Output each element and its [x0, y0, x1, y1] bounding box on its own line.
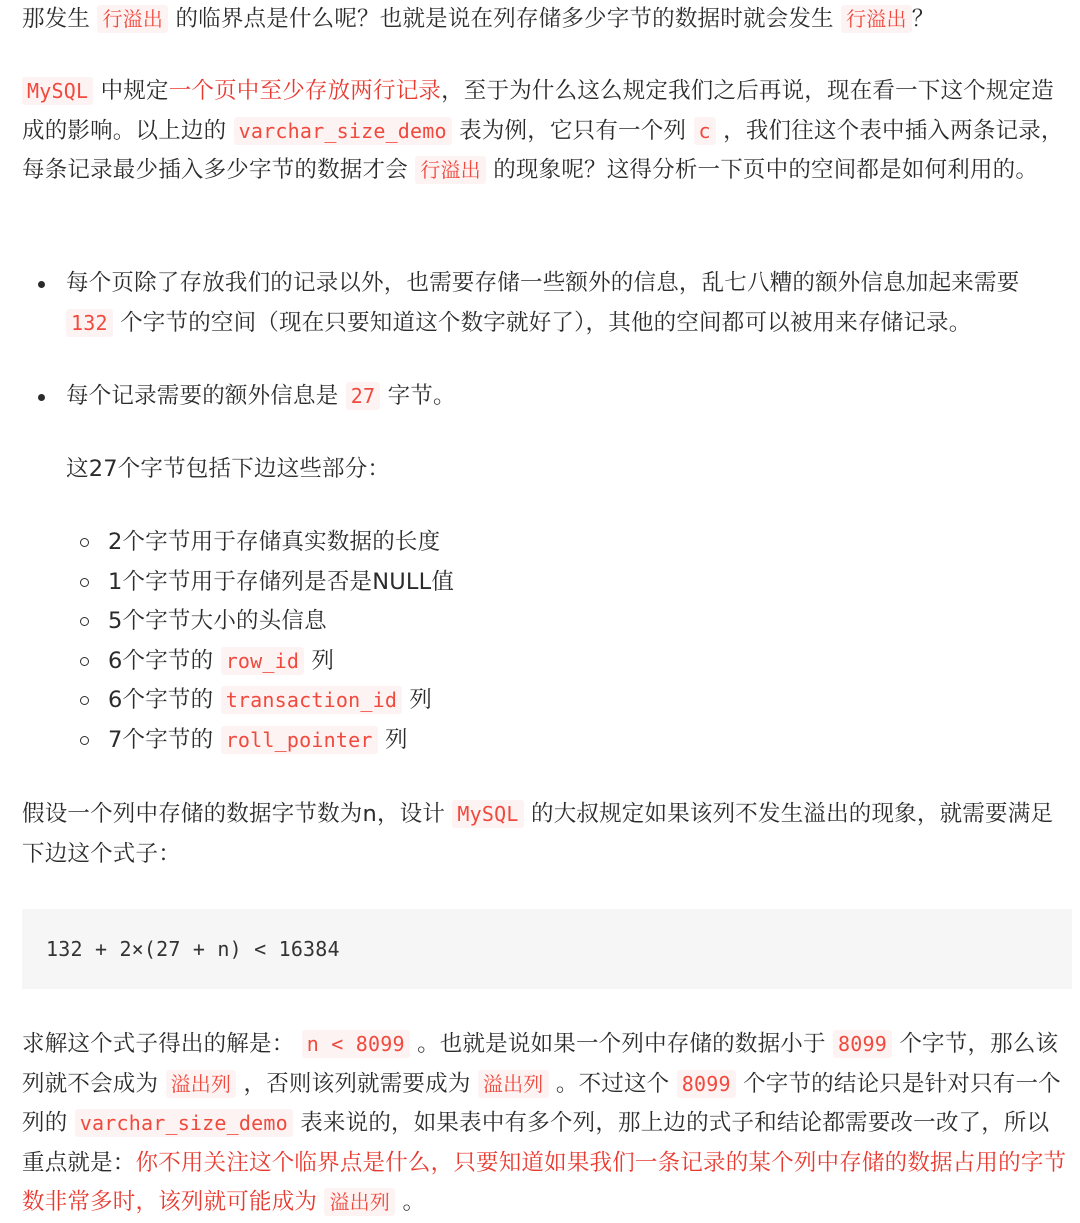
sub-item	[78, 681, 432, 721]
text: 列	[384, 727, 408, 753]
text: ，我们往这个表中插入两条记录，每条记录最少插入多少字节的数据才会	[22, 117, 1064, 183]
inline-code: 行溢出	[415, 156, 486, 184]
inline-code: varchar_size_demo	[234, 117, 452, 145]
circle-bullet-icon	[80, 617, 89, 626]
text: 6个字节的	[108, 648, 214, 674]
sub-item	[78, 563, 454, 603]
inline-code: varchar_size_demo	[75, 1109, 293, 1137]
text: 。也就是说如果一个列中存储的数据小于	[417, 1031, 826, 1057]
sub-item	[78, 602, 327, 642]
text: 1个字节用于存储列是否是NULL值	[108, 569, 455, 595]
sub-item	[78, 721, 408, 761]
inline-code: 行溢出	[841, 5, 912, 33]
text: ，否则该列就需要成为	[243, 1070, 471, 1097]
text: 6个字节的	[108, 687, 214, 713]
emphasis-text: 你不用关注这个临界点是什么，只要知道如果我们一条记录的某个列中存储的数据占用的字节数非常多时，该列就可能成为	[22, 1149, 1067, 1215]
inline-code: 132	[66, 309, 113, 337]
circle-bullet-icon	[80, 696, 89, 705]
bullet-dot-icon	[38, 281, 45, 288]
paragraph-formula-intro	[22, 795, 1072, 874]
text: 每个记录需要的额外信息是	[66, 383, 339, 409]
circle-bullet-icon	[80, 736, 89, 745]
text: 5个字节大小的头信息	[108, 608, 327, 634]
sub-item	[78, 642, 334, 682]
circle-bullet-icon	[80, 657, 89, 666]
inline-code: row_id	[221, 647, 304, 675]
text: 字节。	[387, 383, 456, 409]
inline-code: n < 8099	[302, 1030, 410, 1058]
bullet-item-page-overhead	[22, 264, 1062, 343]
inline-code: 溢出列	[324, 1188, 395, 1216]
text: 列	[311, 648, 335, 674]
text: 这27个字节包括下边这些部分：	[66, 456, 391, 482]
inline-code: MySQL	[22, 77, 93, 105]
inline-code: 行溢出	[97, 5, 168, 33]
circle-bullet-icon	[80, 578, 89, 587]
text: 。	[402, 1189, 426, 1215]
sub-item	[78, 523, 440, 563]
inline-code: 溢出列	[478, 1070, 549, 1098]
paragraph-row-overflow-question	[22, 0, 1072, 40]
text: 求解这个式子得出的解是：	[22, 1031, 295, 1057]
text: 个字节，那么该列就不会成为	[22, 1031, 1059, 1097]
formula-code-block: 132 + 2×(27 + n) < 16384	[22, 909, 1072, 989]
text: 中规定	[100, 78, 169, 104]
inline-code: 8099	[677, 1070, 736, 1098]
text: 假设一个列中存储的数据字节数为n，设计	[22, 801, 446, 827]
text: 列	[409, 687, 433, 713]
text: 7个字节的	[108, 727, 214, 753]
text: 。不过这个	[555, 1070, 670, 1097]
bullet-intro-text	[66, 450, 1080, 490]
inline-code: transaction_id	[221, 686, 402, 714]
text: 的现象呢？这得分析一下页中的空间都是如何利用的。	[493, 157, 1039, 183]
emphasis-text: 一个页中至少存放两行记录	[168, 78, 442, 104]
text: 表为例，它只有一个列	[459, 117, 687, 144]
inline-code: MySQL	[452, 800, 523, 828]
text: 每个页除了存放我们的记录以外，也需要存储一些额外的信息，乱七八糟的额外信息加起来需要	[66, 270, 1020, 296]
inline-code: 溢出列	[166, 1070, 237, 1098]
inline-code: c	[694, 117, 716, 145]
paragraph-page-rule	[22, 72, 1072, 191]
inline-code: 8099	[833, 1030, 892, 1058]
text: 那发生	[22, 6, 91, 32]
text: ，至于为什么这么规定我们之后再说，现在看一下这个规定造成的影响。以上边的	[22, 78, 1054, 144]
text: ？	[911, 6, 935, 32]
bullet-item-record-overhead	[22, 377, 1062, 417]
text: 个字节的空间（现在只要知道这个数字就好了），其他的空间都可以被用来存储记录。	[120, 309, 972, 336]
bullet-dot-icon	[38, 394, 45, 401]
paragraph-conclusion	[22, 1025, 1072, 1223]
text: 个字节的结论只是针对只有一个列的	[22, 1070, 1061, 1136]
text: 表来说的，如果表中有多个列，那上边的式子和结论都需要改一改了，所以重点就是：	[22, 1110, 1050, 1176]
text: 的大叔规定如果该列不发生溢出的现象，就需要满足下边这个式子：	[22, 801, 1054, 867]
text: 的临界点是什么呢？也就是说在列存储多少字节的数据时就会发生	[175, 6, 834, 32]
circle-bullet-icon	[80, 538, 89, 547]
inline-code: 27	[346, 382, 380, 410]
inline-code: roll_pointer	[221, 726, 378, 754]
text: 2个字节用于存储真实数据的长度	[108, 529, 441, 555]
